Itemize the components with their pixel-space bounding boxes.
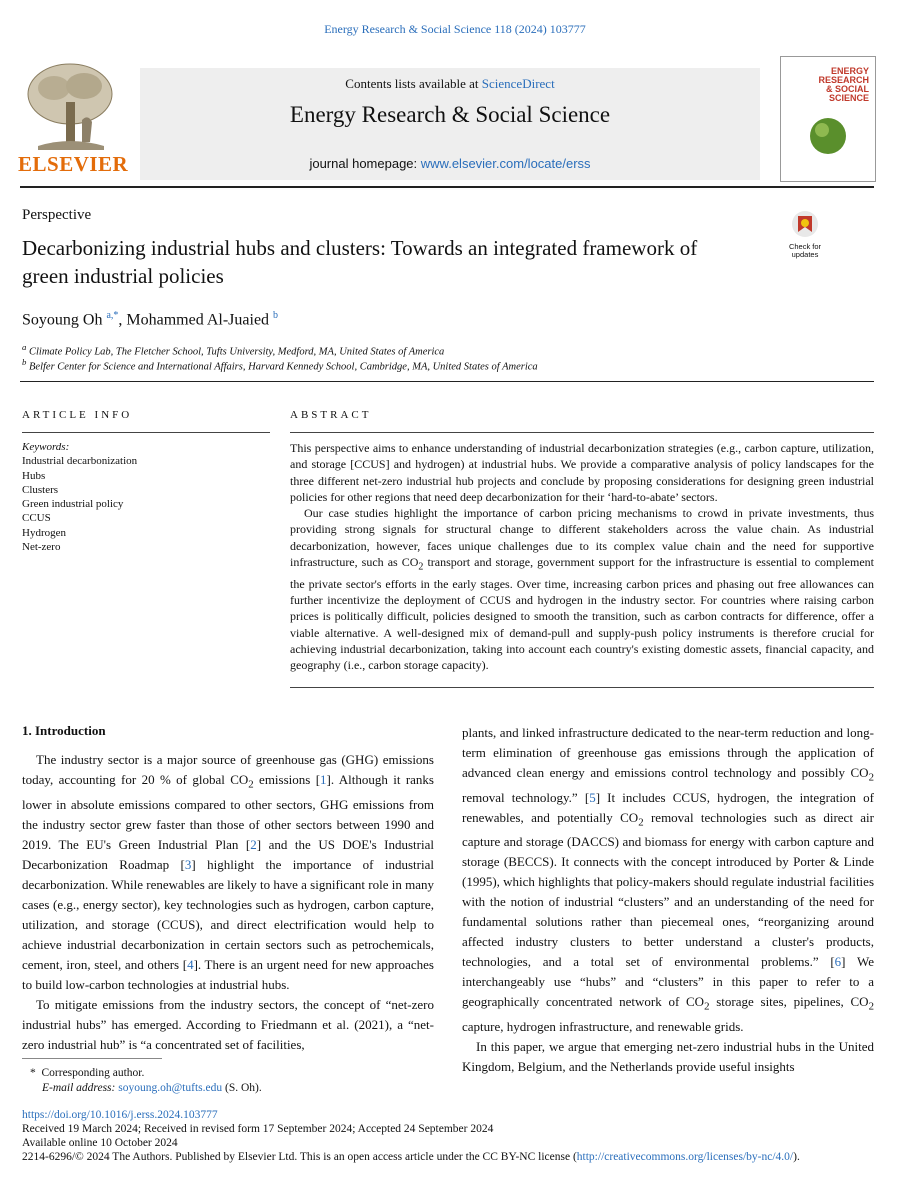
keyword: Green industrial policy xyxy=(22,498,124,511)
keyword: Hubs xyxy=(22,469,46,482)
journal-cover-thumbnail[interactable] xyxy=(780,56,876,182)
section-heading-introduction: 1. Introduction xyxy=(22,723,106,738)
author-affiliation-ref[interactable]: b xyxy=(273,310,279,321)
article-info-heading: ARTICLE INFO xyxy=(22,409,133,421)
corresponding-author-note: * Corresponding author. E-mail address: soyoung.oh@tufts.edu (S. Oh). xyxy=(30,1067,262,1094)
article-title: Decarbonizing industrial hubs and clusters: Towards an integrated framework of green industrial policies xyxy=(22,236,698,288)
body-paragraph: The industry sector is a major source of greenhouse gas (GHG) emissions today, accounting for 20 % of global $CO_2$ emissions [1]. Although it ranks lower in absolute emissions compared to other sectors, GHG emissions from the industry sector grew faster than those of other sectors between 1990 and 2019. The EU's Green Industrial Plan [2] and the US DOE's Industrial Decarbonization Roadmap [3] highlight the importance of industrial decarbonization. While renewables are likely to have a significant role in many cases (e.g., energy sector), key technologies such as hydrogen, carbon capture, utilization, and storage (CCUS), and direct electrification would help to achieve industrial decarbonization in certain sectors such as petrochemicals, cement, iron, steel, and others [4]. There is an urgent need for new approaches to build low-carbon technologies at industrial hubs. xyxy=(22,752,434,992)
citation-link[interactable]: 5 xyxy=(589,789,596,805)
intro-right-column xyxy=(462,723,874,1077)
sciencedirect-link[interactable]: ScienceDirect xyxy=(481,76,555,91)
citation-link[interactable]: 6 xyxy=(834,954,842,970)
journal-homepage: journal homepage: www.elsevier.com/locate/erss xyxy=(309,156,591,171)
keyword: Net-zero xyxy=(22,541,61,554)
keyword: Industrial decarbonization xyxy=(22,455,138,468)
citation-link[interactable]: 4 xyxy=(187,956,194,972)
journal-masthead xyxy=(140,68,760,180)
intro-left-column xyxy=(22,750,434,1055)
body-paragraph: To mitigate emissions from the industry sectors, the concept of “net-zero industrial hubs” has emerged. According to Friedmann et al. (2021), a “net-zero industrial hub” is “a concentrated set of facilities, xyxy=(22,996,434,1052)
email-link[interactable]: soyoung.oh@tufts.edu xyxy=(118,1082,223,1094)
author-name[interactable]: Soyoung Oh xyxy=(22,311,103,329)
keyword: CCUS xyxy=(22,512,51,525)
journal-title: Energy Research & Social Science xyxy=(289,102,611,127)
abstract-paragraph: Our case studies highlight the importance of carbon pricing mechanisms to crowd in private investments, thus providing strong signals for structural change to different stakeholders across the value chain. As industrial decarbonization, however, faces unique challenges due to its complex value chain and the need for supportive infrastructure, such as $CO_2$ transport and storage, government support for the infrastructure is essential to complement the private sector's efforts in the early stages. Over time, increasing carbon prices and phasing out free allowances can further incentivize the deployment of CCUS and hydrogen in the industry sector. For countries where raising carbon prices is politically difficult, policies designed to smooth the transition, such as carbon contracts for difference, offer a viable alternative. A well-designed mix of demand-pull and supply-push policy instruments is therefore crucial for achieving industrial decarbonization, taking into account each country's existing domestic assets, financial capacity, and geography (i.e., carbon storage capacity). xyxy=(290,506,875,673)
publication-info xyxy=(22,1108,874,1164)
affiliation: $^a$ Climate Policy Lab, The Fletcher School, Tufts University, Medford, MA, United States of America xyxy=(22,342,445,358)
abstract-end-rule xyxy=(290,687,874,688)
homepage-link[interactable]: www.elsevier.com/locate/erss xyxy=(420,156,591,171)
check-for-updates-button[interactable]: Check for updates xyxy=(782,210,828,256)
header-rule xyxy=(20,186,874,188)
keyword: Clusters xyxy=(22,483,59,496)
keywords-label: Keywords: xyxy=(22,441,70,453)
footnote-rule xyxy=(22,1058,162,1059)
abstract-body xyxy=(290,440,874,674)
license-statement: 2214-6296/© 2024 The Authors. Published by Elsevier Ltd. This is an open access article under the CC BY-NC license (http://creativecommons.org/licenses/by-nc/4.0/). xyxy=(22,1151,800,1163)
check-updates-icon xyxy=(789,210,821,238)
affiliation: $^b$ Belfer Center for Science and International Affairs, Harvard Kennedy School, Cambridge, MA, United States of America xyxy=(22,357,538,373)
abstract-rule xyxy=(290,432,874,433)
citation-link[interactable]: 1 xyxy=(320,772,327,787)
abstract-paragraph: This perspective aims to enhance understanding of industrial decarbonization strategies (e.g., carbon capture, utilization, and storage [CCUS] and hydrogen) at industrial hubs. We provide a comparative analysis of policy landscapes for the three different net-zero industrial hub projects and conclude by proposing considerations for designing green industrial policies for other regions that need deep decarbonization for their ‘hard-to-abate’ sectors. xyxy=(290,441,874,504)
contents-line: Contents lists available at ScienceDirect xyxy=(345,76,555,91)
affiliation-rule xyxy=(20,381,874,382)
running-header[interactable]: Energy Research & Social Science 118 (2024) 103777 xyxy=(324,22,586,36)
body-paragraph: plants, and linked infrastructure dedicated to the near-term reduction and long-term elimination of greenhouse gas emissions through the application of advanced clean energy and emissions control technology and possibly $CO_2$ removal technology.” [5] It includes CCUS, hydrogen, the integration of renewables, and potentially $CO_2$ removal technologies such as direct air capture and storage (DACCS) and biomass for energy with carbon capture and storage (BECCS). It connects with the concept introduced by Porter & Linde (1995), which highlights that policy-makers should regulate industrial facilities with the notion of industrial “clusters” and an understanding of the need for fundamental solutions rather than piecemeal ones, “reorganizing around affected industry clusters to better understand a cluster's products, technologies, and a total set of environmental problems.” [6] We interchangeably use “hubs” and “clusters” in this paper to refer to a geographically concentrated network of $CO_2$ storage sites, pipelines, $CO_2$ capture, hydrogen infrastructure, and renewable grids. xyxy=(462,725,875,1034)
article-type: Perspective xyxy=(22,207,92,223)
author-name[interactable]: Mohammed Al-Juaied xyxy=(126,311,270,329)
publisher-name: ELSEVIER xyxy=(18,152,129,176)
online-date: Available online 10 October 2024 xyxy=(22,1137,178,1149)
citation-link[interactable]: 3 xyxy=(184,856,192,872)
citation-link[interactable]: 2 xyxy=(250,836,257,852)
cover-title: ENERGY RESEARCH & SOCIAL SCIENCE xyxy=(818,66,869,103)
article-info-rule xyxy=(22,432,270,433)
abstract-heading: ABSTRACT xyxy=(290,409,372,421)
received-dates: Received 19 March 2024; Received in revised form 17 September 2024; Accepted 24 September 2024 xyxy=(22,1123,494,1135)
doi-link[interactable]: https://doi.org/10.1016/j.erss.2024.103777 xyxy=(22,1109,218,1121)
keyword: Hydrogen xyxy=(22,526,66,539)
body-paragraph: In this paper, we argue that emerging net-zero industrial hubs in the United Kingdom, Belgium, and the Netherlands provide useful insights xyxy=(462,1038,874,1074)
license-link[interactable]: http://creativecommons.org/licenses/by-nc/4.0/ xyxy=(576,1151,794,1163)
author-list: Soyoung Oh $^{a,*}$, Mohammed Al-Juaied $^b$ xyxy=(22,310,279,329)
keywords-list xyxy=(22,440,137,554)
globe-icon xyxy=(807,115,849,157)
author-affiliation-ref[interactable]: a,* xyxy=(106,310,119,321)
